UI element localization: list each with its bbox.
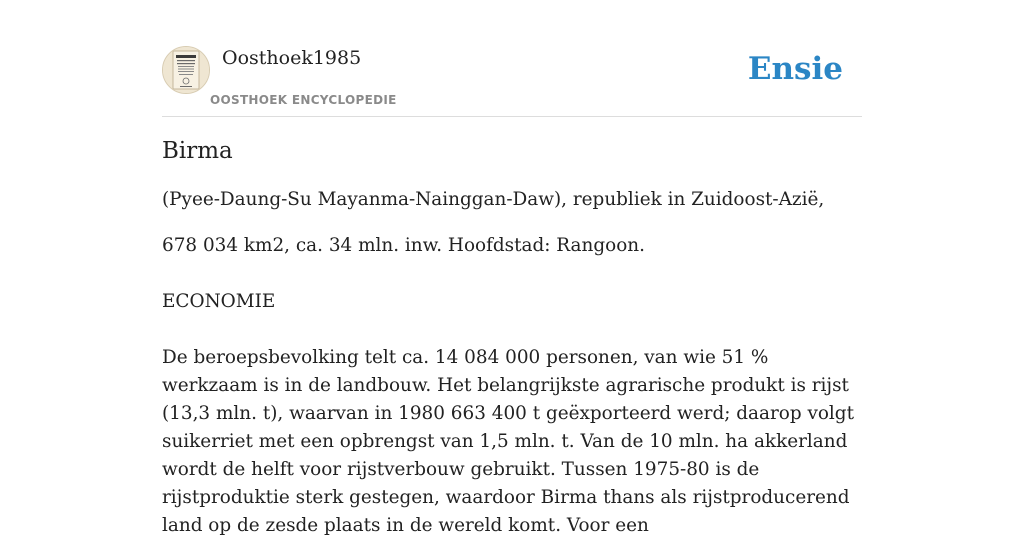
avatar[interactable] — [162, 46, 210, 94]
publication-name[interactable]: OOSTHOEK ENCYCLOPEDIE — [210, 93, 397, 107]
article-title: Birma — [162, 138, 233, 164]
site-logo[interactable]: Ensie — [747, 51, 843, 87]
article-paragraph: De beroepsbevolking telt ca. 14 084 000 personen, van wie 51 % werkzaam is in de landbouw. Het belangrijkste agrarische produkt is rijst (13,3 mln. t), waarvan in 1980 663 400 t geëxporteerd werd; daarop volgt suikerriet met een opbrengst van 1,5 mln. t. Van de 10 mln. ha akkerland wordt de helft voor rijstverbouw gebruikt. Tussen 1975-80 is de rijstproduktie sterk gestegen, waardoor Birma thans als rijstproducerend land op de zesde plaats in de wereld komt. Voor een — [162, 347, 854, 536]
author-name[interactable]: Oosthoek1985 — [222, 47, 362, 69]
book-title-page-icon — [163, 47, 209, 93]
article-paragraph: 678 034 km2, ca. 34 mln. inw. Hoofdstad: Rangoon. — [162, 235, 645, 256]
article-header — [162, 40, 862, 117]
section-heading: ECONOMIE — [162, 291, 276, 312]
article-paragraph: (Pyee-Daung-Su Mayanma-Nainggan-Daw), republiek in Zuidoost-Azië, — [162, 189, 825, 210]
article-body — [162, 132, 862, 540]
